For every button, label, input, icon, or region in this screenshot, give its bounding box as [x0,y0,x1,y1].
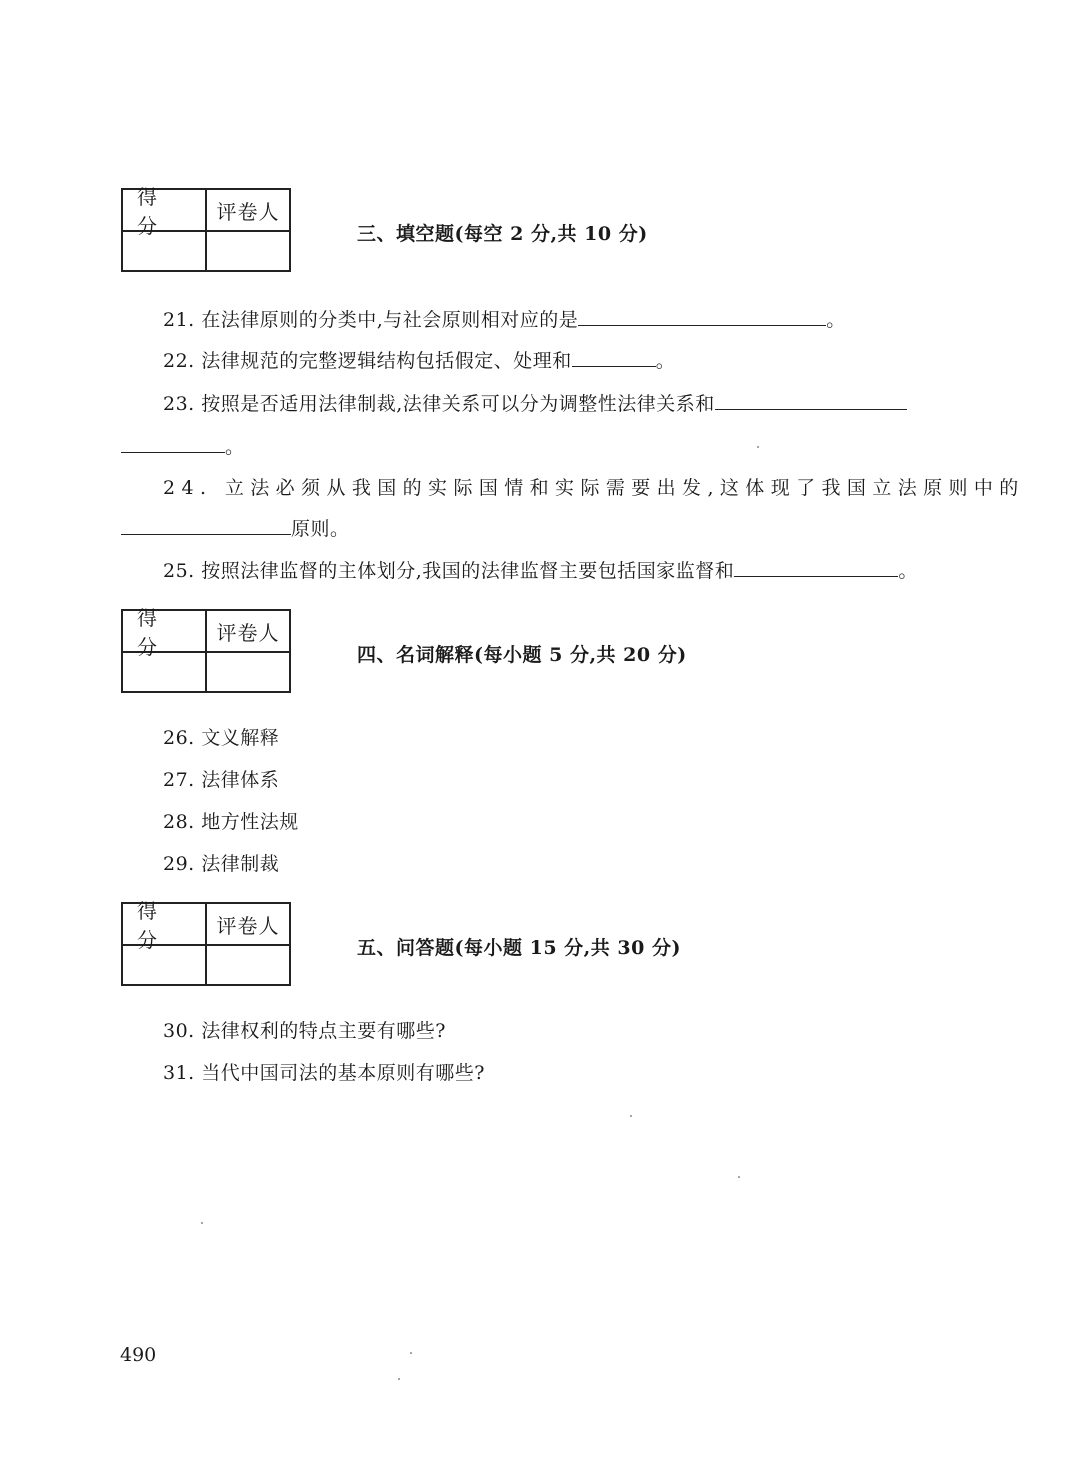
question-23-blank-1[interactable] [715,391,907,410]
question-25-text: 25. 按照法律监督的主体划分,我国的法律监督主要包括国家监督和 [163,560,735,582]
section-3-title: 三、填空题(每空 2 分,共 10 分) [357,223,648,245]
section-5-title: 五、问答题(每小题 15 分,共 30 分) [357,937,681,959]
question-23-text: 23. 按照是否适用法律制裁,法律关系可以分为调整性法律关系和 [163,393,715,415]
page-number: 490 [120,1344,157,1366]
score-box-section-5 [121,899,291,986]
question-21-end: 。 [826,309,846,331]
scan-speck [757,446,759,448]
score-box-section-3 [121,185,291,272]
question-22-end: 。 [655,350,676,372]
question-21-blank[interactable] [578,307,826,326]
question-23-end: 。 [225,436,245,458]
scan-speck [630,1115,632,1117]
scan-speck [410,1352,412,1354]
term-item: 27. 法律体系 [163,769,280,791]
score-box-section-4 [121,606,291,693]
score-cell[interactable] [123,653,207,691]
question-24-continued [121,514,350,541]
question-23-continued [121,432,245,459]
score-label: 得 分 [123,904,207,946]
term-item: 26. 文义解释 [163,727,280,749]
question-25-end: 。 [898,560,918,582]
term-item: 29. 法律制裁 [163,853,280,875]
question-24-end: 原则。 [291,518,350,540]
section-4-title: 四、名词解释(每小题 5 分,共 20 分) [357,644,687,666]
question-24: 24. 立法必须从我国的实际国情和实际需要出发,这体现了我国立法原则中的 [163,477,1025,499]
scan-speck [398,1378,400,1380]
question-21 [163,305,846,332]
grader-cell[interactable] [207,946,289,984]
score-cell[interactable] [123,232,207,270]
question-25-blank[interactable] [734,558,898,577]
question-22 [163,346,675,373]
question-21-text: 21. 在法律原则的分类中,与社会原则相对应的是 [163,309,579,331]
grader-cell[interactable] [207,653,289,691]
question-23 [163,389,907,416]
grader-label: 评卷人 [207,611,289,653]
score-cell[interactable] [123,946,207,984]
question-25 [163,556,918,583]
term-item: 28. 地方性法规 [163,811,299,833]
grader-label: 评卷人 [207,190,289,232]
question-23-blank-2[interactable] [121,434,225,453]
question-24-blank[interactable] [121,516,291,535]
score-label: 得 分 [123,611,207,653]
question-22-blank[interactable] [572,348,656,367]
question-item: 30. 法律权利的特点主要有哪些? [163,1020,446,1042]
grader-cell[interactable] [207,232,289,270]
scan-speck [201,1222,203,1224]
grader-label: 评卷人 [207,904,289,946]
question-22-text: 22. 法律规范的完整逻辑结构包括假定、处理和 [163,350,572,372]
question-item: 31. 当代中国司法的基本原则有哪些? [163,1062,485,1084]
score-label: 得 分 [123,190,207,232]
scan-speck [738,1176,740,1178]
